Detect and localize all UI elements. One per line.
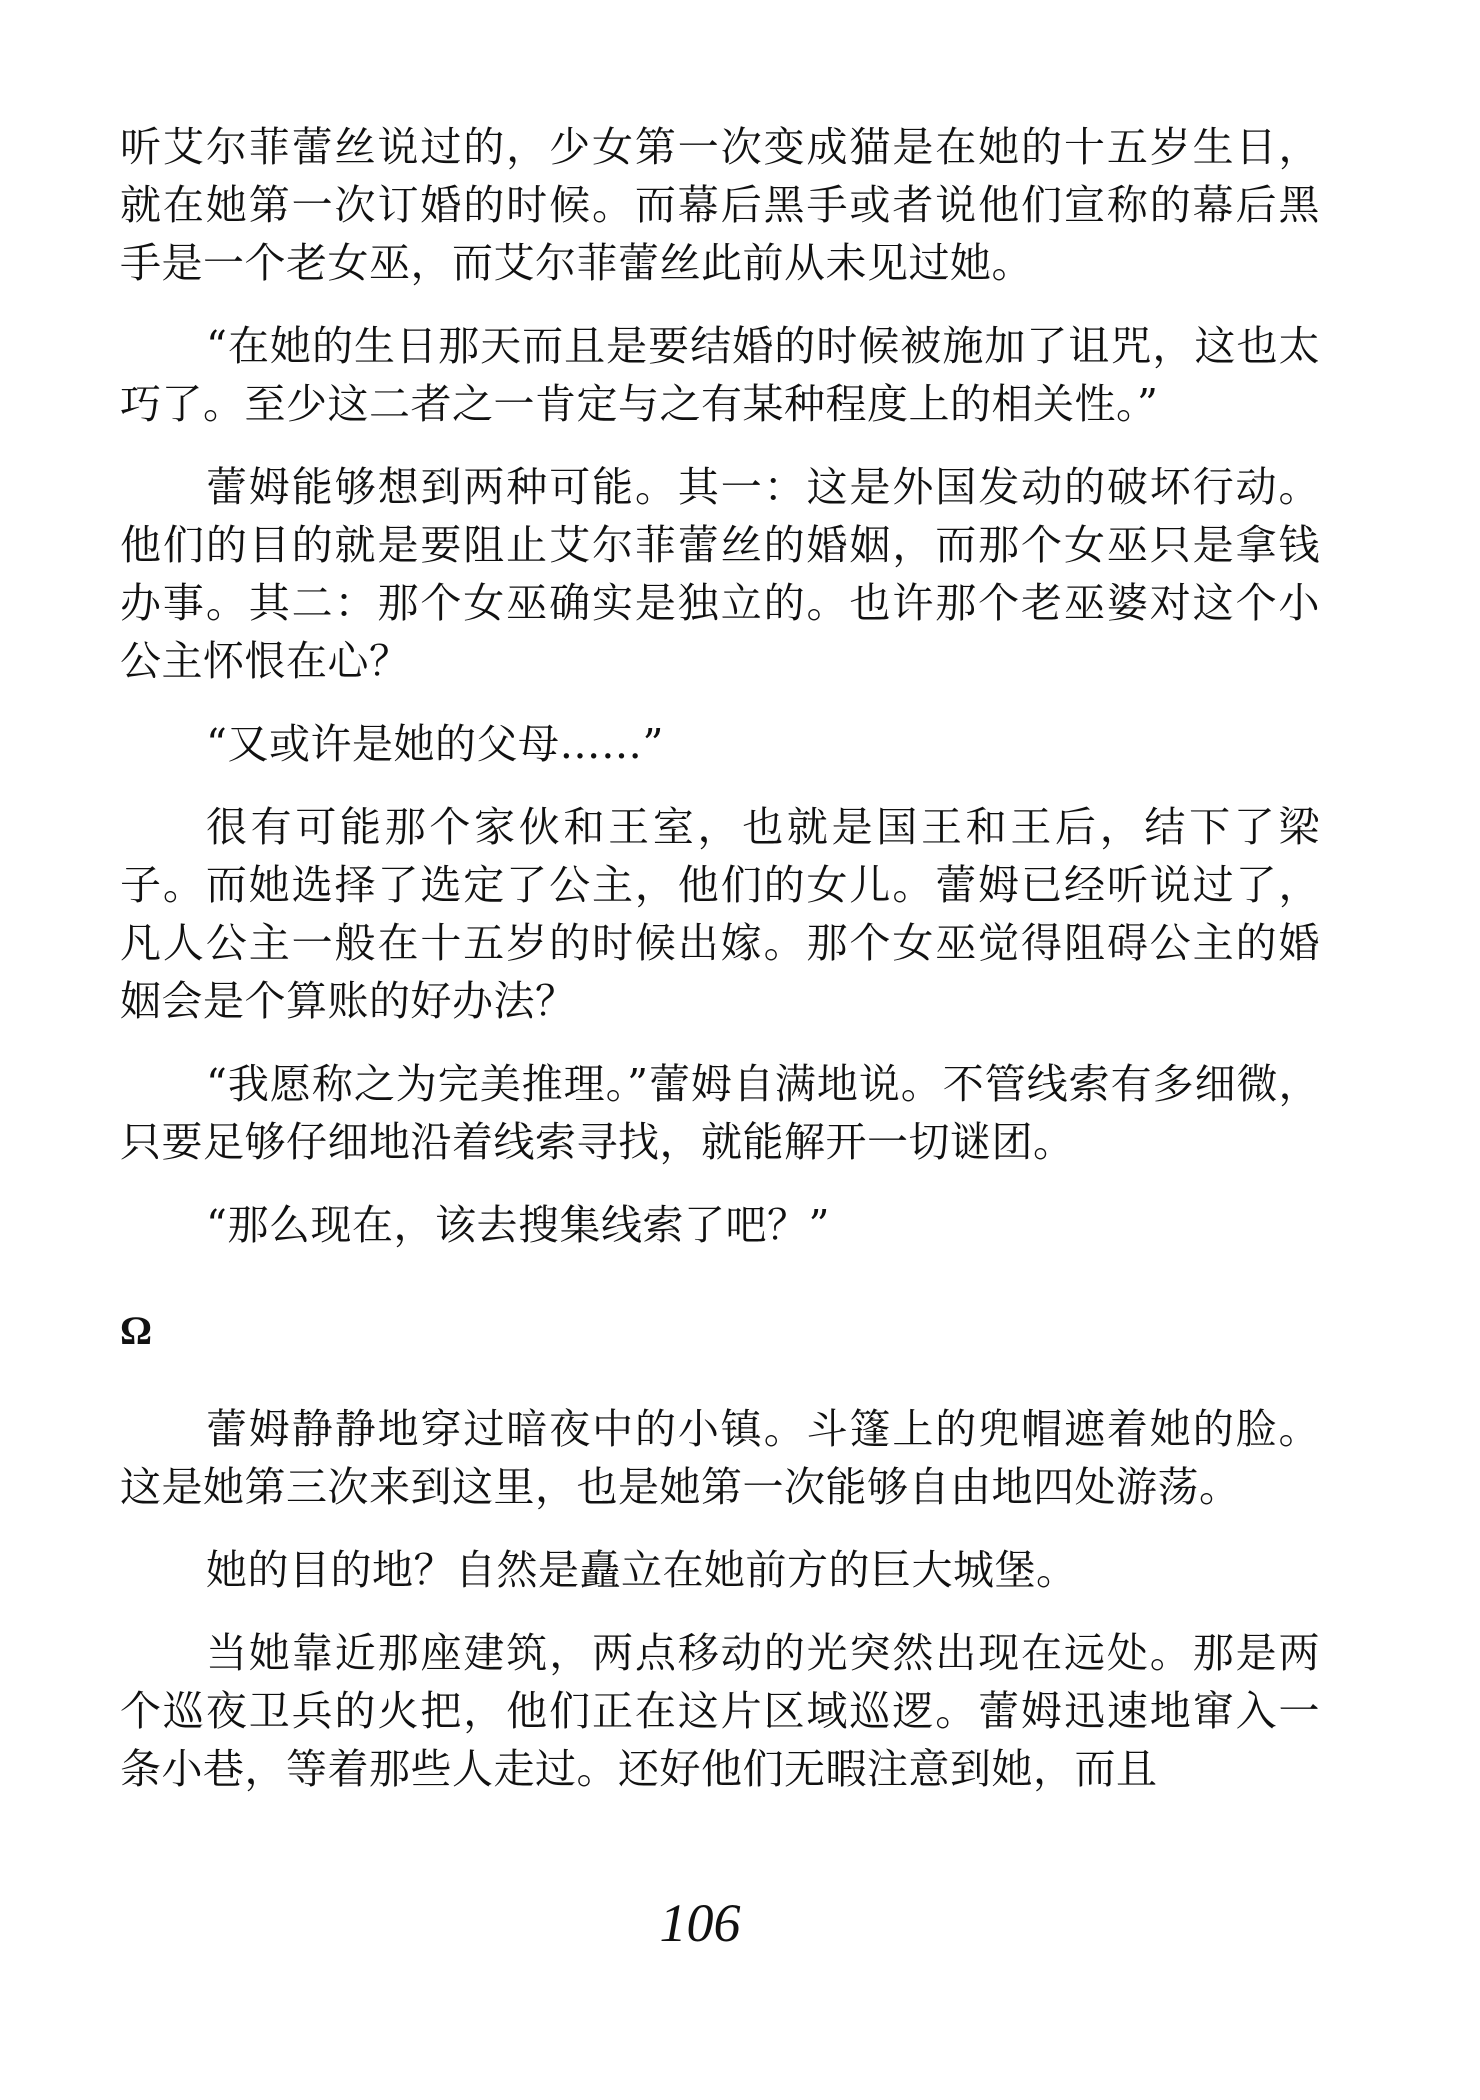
paragraph-4: “又或许是她的父母……” [206,720,664,768]
paragraph-9: 她的目的地？自然是矗立在她前方的巨大城堡。 [206,1546,1078,1594]
paragraph-8: 蕾姆静静地穿过暗夜中的小镇。斗篷上的兜帽遮着她的脸。这是她第三次来到这里，也是她第一次能够自由地四处游荡。 [120,1405,1320,1511]
paragraph-2: “在她的生日那天而且是要结婚的时候被施加了诅咒，这也太巧了。至少这二者之一肯定与之有某种程度上的相关性。” [120,322,1320,428]
paragraph-6: “我愿称之为完美推理。”蕾姆自满地说。不管线索有多细微，只要足够仔细地沿着线索寻找，就能解开一切谜团。 [120,1060,1320,1166]
paragraph-10: 当她靠近那座建筑，两点移动的光突然出现在远处。那是两个巡夜卫兵的火把，他们正在这片区域巡逻。蕾姆迅速地窜入一条小巷，等着那些人走过。还好他们无暇注意到她，而且 [120,1629,1320,1793]
body-text [120,118,1320,1823]
paragraph-5: 很有可能那个家伙和王室，也就是国王和王后，结下了梁子。而她选择了选定了公主，他们的女儿。蕾姆已经听说过了，凡人公主一般在十五岁的时候出嫁。那个女巫觉得阻碍公主的婚姻会是个算账的好办法？ [120,803,1320,1025]
paragraph-1: 听艾尔菲蕾丝说过的，少女第一次变成猫是在她的十五岁生日，就在她第一次订婚的时候。而幕后黑手或者说他们宣称的幕后黑手是一个老女巫，而艾尔菲蕾丝此前从未见过她。 [120,123,1320,287]
page-number: 106 [659,1893,741,1953]
paragraph-7: “那么现在，该去搜集线索了吧？” [206,1201,830,1249]
paragraph-3: 蕾姆能够想到两种可能。其一：这是外国发动的破坏行动。他们的目的就是要阻止艾尔菲蕾丝的婚姻，而那个女巫只是拿钱办事。其二：那个女巫确实是独立的。也许那个老巫婆对这个小公主怀恨在心？ [120,463,1320,685]
section-break-symbol: Ω [120,1308,153,1353]
